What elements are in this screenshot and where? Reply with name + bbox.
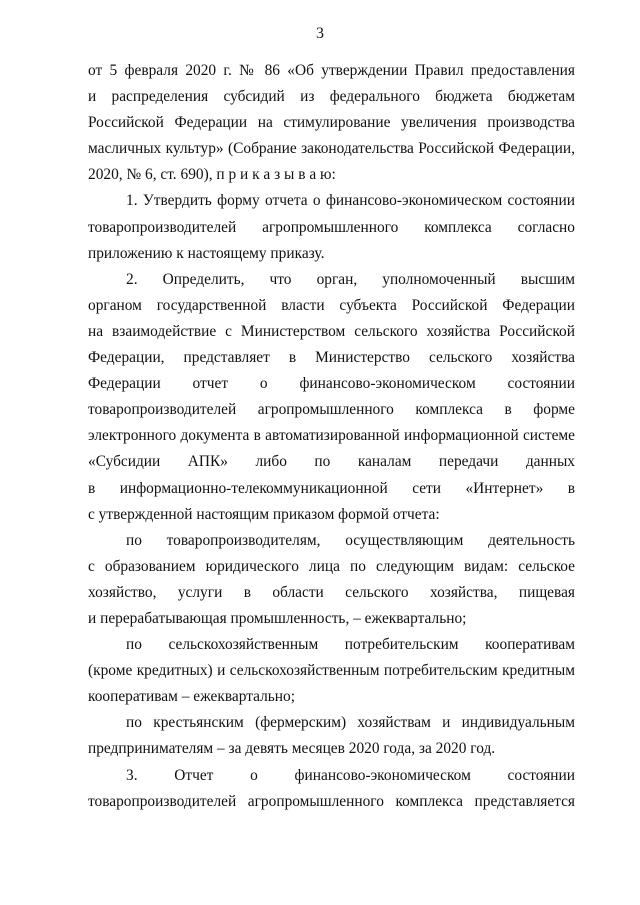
text-line: и распределения субсидий из федерального бюджета бюджетам (88, 88, 575, 106)
text-line: от 5 февраля 2020 г. № 86 «Об утверждении Правил предоставления (88, 62, 575, 79)
text-line: по крестьянским (фермерским) хозяйствам и индивидуальным (126, 714, 575, 732)
text-line: предпринимателям – за девять месяцев 2020 года, за 2020 год. (88, 740, 496, 758)
text-line: по товаропроизводителям, осуществляющим деятельность (126, 531, 575, 549)
text-line: электронного документа в автоматизированной информационной системе (88, 427, 575, 445)
paragraph-item-2-a (88, 528, 575, 632)
text-line: кооперативам – ежеквартально; (88, 688, 296, 706)
text-line: органом государственной власти субъекта Российской Федерации (88, 296, 575, 314)
text-line: приложению к настоящему приказу. (88, 244, 325, 262)
text-line: на взаимодействие с Министерством сельского хозяйства Российской (88, 322, 575, 340)
text-line: товаропроизводителей агропромышленного комплекса представляется (88, 792, 575, 810)
paragraph-intro (88, 58, 575, 188)
text-line: «Субсидии АПК» либо по каналам передачи данных (88, 453, 575, 471)
text-line: товаропроизводителей агропромышленного комплекса в форме (88, 401, 575, 419)
text-line: 1. Утвердить форму отчета о финансово-экономическом состоянии (126, 192, 575, 210)
text-line: Федерации отчет о финансово-экономическом состоянии (88, 375, 575, 393)
text-line: 3. Отчет о финансово-экономическом состоянии (126, 766, 575, 784)
text-line: по сельскохозяйственным потребительским кооперативам (126, 636, 575, 654)
text-line: масличных культур» (Собрание законодательства Российской Федерации, (88, 140, 575, 158)
text-line: Федерации, представляет в Министерство сельского хозяйства (88, 349, 575, 367)
paragraph-item-2-b (88, 632, 575, 710)
text-line: 2020, № 6, ст. 690), п р и к а з ы в а ю: (88, 166, 336, 184)
text-line: хозяйство, услуги в области сельского хозяйства, пищевая (88, 583, 575, 601)
text-line: товаропроизводителей агропромышленного комплекса согласно (88, 218, 575, 236)
text-line: с образованием юридического лица по следующим видам: сельское (88, 557, 575, 575)
text-line: и перерабатывающая промышленность, – ежеквартально; (88, 609, 467, 627)
paragraph-item-1 (88, 188, 575, 266)
document-body (88, 58, 575, 815)
text-line: (кроме кредитных) и сельскохозяйственным потребительским кредитным (88, 662, 575, 680)
text-line: 2. Определить, что орган, уполномоченный высшим (126, 270, 575, 288)
text-line: в информационно-телекоммуникационной сети «Интернет» в (88, 479, 575, 497)
paragraph-item-2 (88, 267, 575, 528)
paragraph-item-2-c (88, 710, 575, 762)
text-line: с утвержденной настоящим приказом формой отчета: (88, 505, 440, 523)
text-line: Российской Федерации на стимулирование увеличения производства (88, 114, 575, 132)
page-number: 3 (316, 25, 324, 42)
paragraph-item-3 (88, 763, 575, 815)
